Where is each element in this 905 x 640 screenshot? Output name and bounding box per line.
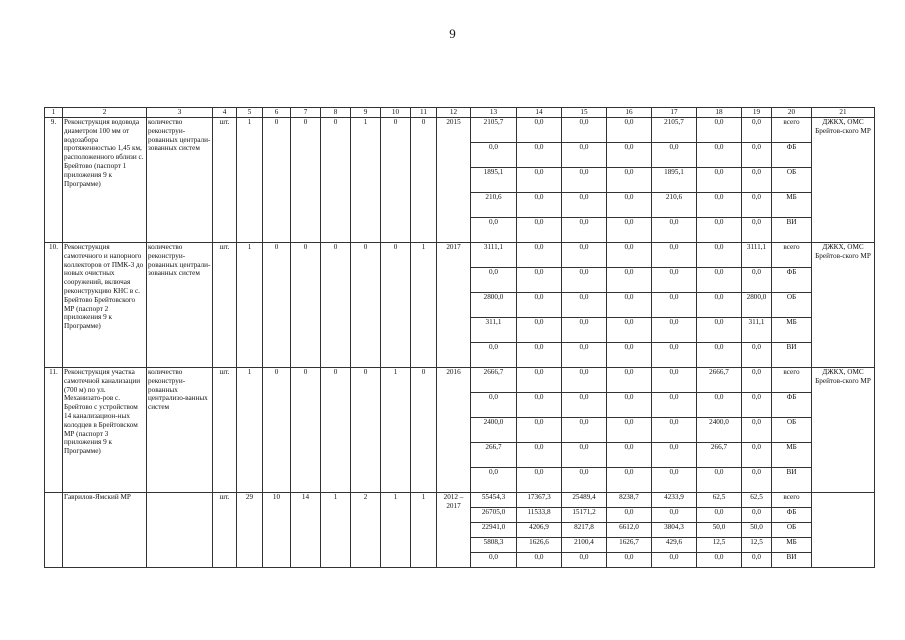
financing-total-cell: 0,0 bbox=[471, 393, 517, 418]
unit-cell: шт. bbox=[213, 493, 237, 568]
financing-2017-cell: 0,0 bbox=[697, 193, 742, 218]
column-number: 21 bbox=[812, 108, 875, 118]
financing-2015-cell: 0,0 bbox=[607, 418, 652, 443]
financing-2017-cell: 0,0 bbox=[697, 143, 742, 168]
financing-2013-cell: 0,0 bbox=[517, 243, 562, 268]
financing-2015-cell: 0,0 bbox=[607, 508, 652, 523]
financing-2014-cell: 2100,4 bbox=[562, 538, 607, 553]
financing-2013-cell: 0,0 bbox=[517, 468, 562, 493]
financing-2018-cell: 0,0 bbox=[742, 193, 772, 218]
value-cell: 1 bbox=[237, 118, 263, 243]
program-table bbox=[44, 107, 875, 568]
financing-2014-cell: 0,0 bbox=[562, 418, 607, 443]
financing-2016-cell: 0,0 bbox=[652, 218, 697, 243]
responsible-cell: ДЖКХ, ОМС Брейтов-ского МР bbox=[812, 243, 875, 368]
financing-2013-cell: 0,0 bbox=[517, 368, 562, 393]
financing-2014-cell: 0,0 bbox=[562, 468, 607, 493]
column-number: 1 bbox=[45, 108, 63, 118]
financing-total-cell: 55454,3 bbox=[471, 493, 517, 508]
financing-2018-cell: 311,1 bbox=[742, 318, 772, 343]
financing-2017-cell: 2400,0 bbox=[697, 418, 742, 443]
financing-2018-cell: 0,0 bbox=[742, 393, 772, 418]
financing-total-cell: 0,0 bbox=[471, 553, 517, 568]
financing-2018-cell: 0,0 bbox=[742, 118, 772, 143]
value-cell: 0 bbox=[263, 243, 291, 368]
financing-2017-cell: 50,0 bbox=[697, 523, 742, 538]
financing-2016-cell: 210,6 bbox=[652, 193, 697, 218]
financing-2018-cell: 0,0 bbox=[742, 553, 772, 568]
funding-source-cell: МБ bbox=[772, 318, 812, 343]
value-cell: 0 bbox=[291, 118, 321, 243]
financing-2014-cell: 0,0 bbox=[562, 368, 607, 393]
responsible-cell: ДЖКХ, ОМС Брейтов-ского МР bbox=[812, 368, 875, 493]
column-numbers-row bbox=[45, 108, 875, 118]
column-number: 12 bbox=[437, 108, 471, 118]
year-cell: 2015 bbox=[437, 118, 471, 243]
financing-2013-cell: 0,0 bbox=[517, 193, 562, 218]
funding-source-cell: МБ bbox=[772, 538, 812, 553]
financing-total-cell: 0,0 bbox=[471, 343, 517, 368]
value-cell: 1 bbox=[381, 368, 411, 493]
financing-2015-cell: 0,0 bbox=[607, 118, 652, 143]
measure-row bbox=[45, 118, 875, 143]
financing-2014-cell: 0,0 bbox=[562, 193, 607, 218]
financing-2014-cell: 0,0 bbox=[562, 393, 607, 418]
financing-2013-cell: 0,0 bbox=[517, 343, 562, 368]
row-number-cell: 10. bbox=[45, 243, 63, 368]
financing-2013-cell: 0,0 bbox=[517, 318, 562, 343]
financing-2014-cell: 25489,4 bbox=[562, 493, 607, 508]
unit-cell: шт. bbox=[213, 118, 237, 243]
financing-2017-cell: 0,0 bbox=[697, 553, 742, 568]
value-cell: 0 bbox=[321, 243, 351, 368]
financing-2015-cell: 0,0 bbox=[607, 143, 652, 168]
value-cell: 0 bbox=[351, 368, 381, 493]
financing-2016-cell: 3804,3 bbox=[652, 523, 697, 538]
subtotal-row bbox=[45, 493, 875, 508]
measure-name-cell: Реконструкция самотечного и напорного коллекторов от ПМК-3 до новых очистных сооружений, включая реконструкцию КНС в с. Брейтово Брейтовского МР (паспорт 2 приложения 9 к Программе) bbox=[63, 243, 147, 368]
column-number: 19 bbox=[742, 108, 772, 118]
financing-total-cell: 210,6 bbox=[471, 193, 517, 218]
row-number-cell bbox=[45, 493, 63, 568]
financing-2014-cell: 0,0 bbox=[562, 168, 607, 193]
indicator-cell: количество реконструи-рованных централизо-ванных систем bbox=[147, 368, 213, 493]
financing-2014-cell: 0,0 bbox=[562, 343, 607, 368]
financing-2015-cell: 0,0 bbox=[607, 393, 652, 418]
funding-source-cell: ОБ bbox=[772, 168, 812, 193]
financing-2017-cell: 0,0 bbox=[697, 318, 742, 343]
financing-2018-cell: 3111,1 bbox=[742, 243, 772, 268]
column-number: 11 bbox=[411, 108, 437, 118]
financing-2013-cell: 0,0 bbox=[517, 168, 562, 193]
funding-source-cell: ОБ bbox=[772, 293, 812, 318]
financing-2014-cell: 0,0 bbox=[562, 293, 607, 318]
financing-total-cell: 26705,0 bbox=[471, 508, 517, 523]
financing-2015-cell: 0,0 bbox=[607, 268, 652, 293]
financing-2016-cell: 0,0 bbox=[652, 508, 697, 523]
table-body bbox=[45, 108, 875, 568]
financing-2014-cell: 0,0 bbox=[562, 318, 607, 343]
financing-total-cell: 5808,3 bbox=[471, 538, 517, 553]
financing-2015-cell: 6612,0 bbox=[607, 523, 652, 538]
financing-2018-cell: 0,0 bbox=[742, 443, 772, 468]
funding-source-cell: ВИ bbox=[772, 218, 812, 243]
financing-2014-cell: 0,0 bbox=[562, 143, 607, 168]
value-cell: 0 bbox=[263, 118, 291, 243]
financing-2016-cell: 1895,1 bbox=[652, 168, 697, 193]
financing-2017-cell: 0,0 bbox=[697, 293, 742, 318]
financing-2013-cell: 0,0 bbox=[517, 293, 562, 318]
responsible-cell bbox=[812, 493, 875, 568]
financing-2014-cell: 15171,2 bbox=[562, 508, 607, 523]
financing-2015-cell: 0,0 bbox=[607, 318, 652, 343]
financing-2018-cell: 0,0 bbox=[742, 508, 772, 523]
funding-source-cell: МБ bbox=[772, 443, 812, 468]
financing-2018-cell: 50,0 bbox=[742, 523, 772, 538]
financing-2013-cell: 0,0 bbox=[517, 143, 562, 168]
financing-2013-cell: 0,0 bbox=[517, 418, 562, 443]
funding-source-cell: всего bbox=[772, 493, 812, 508]
financing-2015-cell: 0,0 bbox=[607, 443, 652, 468]
financing-2018-cell: 0,0 bbox=[742, 343, 772, 368]
value-cell: 0 bbox=[381, 118, 411, 243]
measure-name-cell: Реконструкция участка самотечной канализации (700 м) по ул. Механизато-ров с. Брейтово с устройством 14 канализацион-ных колодцев в Брейтовском МР (паспорт 3 приложения 9 к Программе) bbox=[63, 368, 147, 493]
funding-source-cell: всего bbox=[772, 118, 812, 143]
financing-2016-cell: 0,0 bbox=[652, 553, 697, 568]
measure-name-cell: Реконструкция водовода диаметром 100 мм от водозабора протяженностью 1,45 км, расположенного вблизи с. Брейтово (паспорт 1 приложения 9 к Программе) bbox=[63, 118, 147, 243]
column-number: 17 bbox=[652, 108, 697, 118]
column-number: 7 bbox=[291, 108, 321, 118]
financing-2016-cell: 0,0 bbox=[652, 268, 697, 293]
financing-2018-cell: 0,0 bbox=[742, 268, 772, 293]
financing-2017-cell: 0,0 bbox=[697, 243, 742, 268]
financing-2013-cell: 0,0 bbox=[517, 553, 562, 568]
financing-2017-cell: 2666,7 bbox=[697, 368, 742, 393]
value-cell: 0 bbox=[291, 243, 321, 368]
financing-2018-cell: 0,0 bbox=[742, 218, 772, 243]
financing-2015-cell: 0,0 bbox=[607, 468, 652, 493]
financing-2013-cell: 4206,9 bbox=[517, 523, 562, 538]
financing-2018-cell: 2800,0 bbox=[742, 293, 772, 318]
financing-2015-cell: 0,0 bbox=[607, 343, 652, 368]
value-cell: 0 bbox=[291, 368, 321, 493]
financing-2017-cell: 0,0 bbox=[697, 168, 742, 193]
financing-total-cell: 2666,7 bbox=[471, 368, 517, 393]
indicator-cell: количество реконструи-рованных централи-зованных систем bbox=[147, 118, 213, 243]
funding-source-cell: ФБ bbox=[772, 508, 812, 523]
financing-2015-cell: 0,0 bbox=[607, 368, 652, 393]
financing-2015-cell: 0,0 bbox=[607, 243, 652, 268]
value-cell: 0 bbox=[263, 368, 291, 493]
page-number: 9 bbox=[449, 26, 456, 41]
financing-2015-cell: 0,0 bbox=[607, 168, 652, 193]
financing-2014-cell: 0,0 bbox=[562, 243, 607, 268]
column-number: 5 bbox=[237, 108, 263, 118]
value-cell: 0 bbox=[411, 368, 437, 493]
financing-total-cell: 0,0 bbox=[471, 468, 517, 493]
financing-2013-cell: 0,0 bbox=[517, 443, 562, 468]
measure-row bbox=[45, 368, 875, 393]
financing-2017-cell: 12,5 bbox=[697, 538, 742, 553]
unit-cell: шт. bbox=[213, 368, 237, 493]
funding-source-cell: МБ bbox=[772, 193, 812, 218]
funding-source-cell: ФБ bbox=[772, 268, 812, 293]
financing-total-cell: 0,0 bbox=[471, 268, 517, 293]
financing-2015-cell: 0,0 bbox=[607, 293, 652, 318]
year-cell: 2012 – 2017 bbox=[437, 493, 471, 568]
year-cell: 2016 bbox=[437, 368, 471, 493]
financing-2014-cell: 0,0 bbox=[562, 443, 607, 468]
indicator-cell bbox=[147, 493, 213, 568]
financing-2016-cell: 0,0 bbox=[652, 418, 697, 443]
financing-total-cell: 311,1 bbox=[471, 318, 517, 343]
column-number: 6 bbox=[263, 108, 291, 118]
financing-2016-cell: 429,6 bbox=[652, 538, 697, 553]
financing-total-cell: 3111,1 bbox=[471, 243, 517, 268]
financing-2015-cell: 0,0 bbox=[607, 218, 652, 243]
column-number: 2 bbox=[63, 108, 147, 118]
financing-2018-cell: 0,0 bbox=[742, 418, 772, 443]
value-cell: 29 bbox=[237, 493, 263, 568]
financing-2016-cell: 0,0 bbox=[652, 393, 697, 418]
column-number: 3 bbox=[147, 108, 213, 118]
year-cell: 2017 bbox=[437, 243, 471, 368]
funding-source-cell: ВИ bbox=[772, 553, 812, 568]
financing-2017-cell: 0,0 bbox=[697, 218, 742, 243]
financing-2016-cell: 0,0 bbox=[652, 318, 697, 343]
financing-total-cell: 2105,7 bbox=[471, 118, 517, 143]
financing-total-cell: 0,0 bbox=[471, 218, 517, 243]
financing-total-cell: 266,7 bbox=[471, 443, 517, 468]
financing-2013-cell: 0,0 bbox=[517, 268, 562, 293]
financing-2018-cell: 12,5 bbox=[742, 538, 772, 553]
value-cell: 14 bbox=[291, 493, 321, 568]
financing-2013-cell: 11533,8 bbox=[517, 508, 562, 523]
financing-2013-cell: 0,0 bbox=[517, 218, 562, 243]
financing-2018-cell: 0,0 bbox=[742, 368, 772, 393]
financing-2013-cell: 0,0 bbox=[517, 118, 562, 143]
subtotal-name-cell: Гаврилов-Ямский МР bbox=[63, 493, 147, 568]
financing-total-cell: 0,0 bbox=[471, 143, 517, 168]
value-cell: 1 bbox=[411, 493, 437, 568]
financing-2013-cell: 17367,3 bbox=[517, 493, 562, 508]
value-cell: 1 bbox=[237, 243, 263, 368]
financing-2014-cell: 0,0 bbox=[562, 553, 607, 568]
funding-source-cell: ОБ bbox=[772, 523, 812, 538]
financing-2017-cell: 0,0 bbox=[697, 118, 742, 143]
financing-2014-cell: 8217,8 bbox=[562, 523, 607, 538]
funding-source-cell: ОБ bbox=[772, 418, 812, 443]
financing-2017-cell: 0,0 bbox=[697, 508, 742, 523]
indicator-cell: количество реконструи-рованных централи-зованных систем bbox=[147, 243, 213, 368]
column-number: 9 bbox=[351, 108, 381, 118]
financing-2016-cell: 0,0 bbox=[652, 343, 697, 368]
column-number: 4 bbox=[213, 108, 237, 118]
value-cell: 0 bbox=[351, 243, 381, 368]
row-number-cell: 9. bbox=[45, 118, 63, 243]
value-cell: 10 bbox=[263, 493, 291, 568]
measure-row bbox=[45, 243, 875, 268]
financing-total-cell: 22941,0 bbox=[471, 523, 517, 538]
financing-2016-cell: 0,0 bbox=[652, 468, 697, 493]
value-cell: 1 bbox=[381, 493, 411, 568]
financing-2016-cell: 0,0 bbox=[652, 368, 697, 393]
financing-total-cell: 2800,0 bbox=[471, 293, 517, 318]
financing-2016-cell: 0,0 bbox=[652, 443, 697, 468]
funding-source-cell: всего bbox=[772, 243, 812, 268]
financing-2017-cell: 0,0 bbox=[697, 468, 742, 493]
funding-source-cell: всего bbox=[772, 368, 812, 393]
financing-2015-cell: 0,0 bbox=[607, 553, 652, 568]
funding-source-cell: ФБ bbox=[772, 143, 812, 168]
financing-2018-cell: 0,0 bbox=[742, 468, 772, 493]
financing-2016-cell: 0,0 bbox=[652, 143, 697, 168]
financing-2017-cell: 0,0 bbox=[697, 268, 742, 293]
financing-2016-cell: 0,0 bbox=[652, 293, 697, 318]
column-number: 20 bbox=[772, 108, 812, 118]
value-cell: 1 bbox=[411, 243, 437, 368]
financing-2015-cell: 1626,7 bbox=[607, 538, 652, 553]
financing-2017-cell: 62,5 bbox=[697, 493, 742, 508]
financing-2018-cell: 0,0 bbox=[742, 168, 772, 193]
financing-2014-cell: 0,0 bbox=[562, 268, 607, 293]
financing-total-cell: 1895,1 bbox=[471, 168, 517, 193]
financing-2014-cell: 0,0 bbox=[562, 118, 607, 143]
financing-2018-cell: 62,5 bbox=[742, 493, 772, 508]
column-number: 16 bbox=[607, 108, 652, 118]
financing-2017-cell: 0,0 bbox=[697, 393, 742, 418]
unit-cell: шт. bbox=[213, 243, 237, 368]
value-cell: 2 bbox=[351, 493, 381, 568]
column-number: 8 bbox=[321, 108, 351, 118]
funding-source-cell: ФБ bbox=[772, 393, 812, 418]
financing-2014-cell: 0,0 bbox=[562, 218, 607, 243]
value-cell: 0 bbox=[321, 118, 351, 243]
financing-2016-cell: 2105,7 bbox=[652, 118, 697, 143]
value-cell: 1 bbox=[237, 368, 263, 493]
financing-2013-cell: 1626,6 bbox=[517, 538, 562, 553]
row-number-cell: 11. bbox=[45, 368, 63, 493]
financing-2016-cell: 0,0 bbox=[652, 243, 697, 268]
financing-2015-cell: 0,0 bbox=[607, 193, 652, 218]
financing-total-cell: 2400,0 bbox=[471, 418, 517, 443]
financing-2016-cell: 4233,9 bbox=[652, 493, 697, 508]
value-cell: 0 bbox=[381, 243, 411, 368]
financing-2017-cell: 0,0 bbox=[697, 343, 742, 368]
value-cell: 1 bbox=[321, 493, 351, 568]
funding-source-cell: ВИ bbox=[772, 468, 812, 493]
value-cell: 0 bbox=[321, 368, 351, 493]
financing-2018-cell: 0,0 bbox=[742, 143, 772, 168]
column-number: 14 bbox=[517, 108, 562, 118]
value-cell: 1 bbox=[351, 118, 381, 243]
financing-2013-cell: 0,0 bbox=[517, 393, 562, 418]
column-number: 10 bbox=[381, 108, 411, 118]
value-cell: 0 bbox=[411, 118, 437, 243]
column-number: 13 bbox=[471, 108, 517, 118]
funding-source-cell: ВИ bbox=[772, 343, 812, 368]
financing-2017-cell: 266,7 bbox=[697, 443, 742, 468]
responsible-cell: ДЖКХ, ОМС Брейтов-ского МР bbox=[812, 118, 875, 243]
column-number: 18 bbox=[697, 108, 742, 118]
column-number: 15 bbox=[562, 108, 607, 118]
financing-2015-cell: 8238,7 bbox=[607, 493, 652, 508]
